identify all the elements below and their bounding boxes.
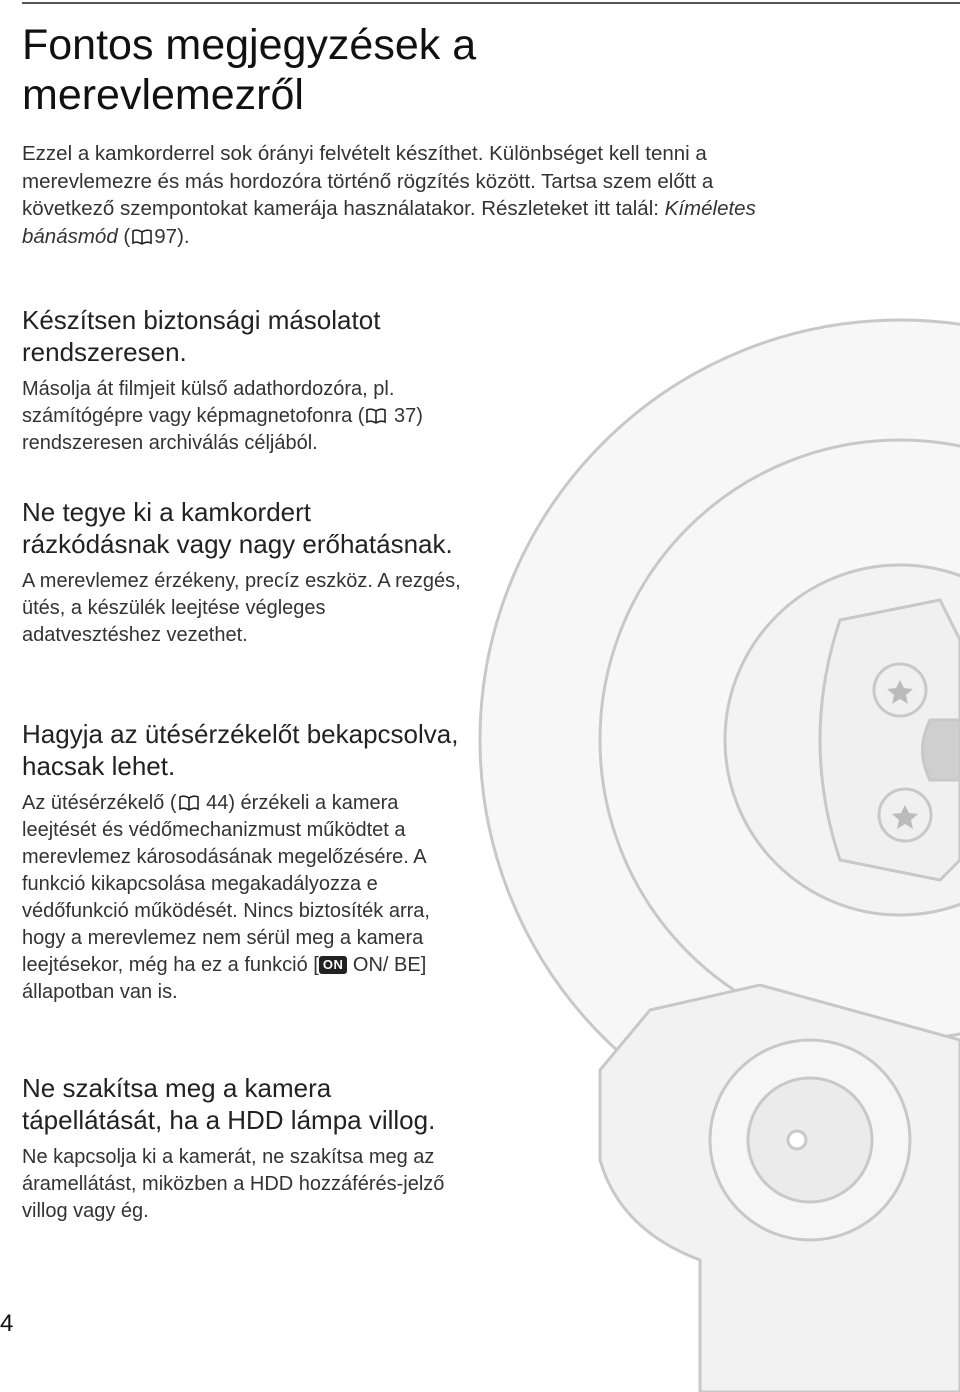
section-heading: Hagyja az ütésérzékelőt bekapcsolva, hacsak lehet. xyxy=(22,719,459,781)
section-heading: Készítsen biztonsági másolatot rendszeresen. xyxy=(22,305,381,367)
page-content xyxy=(22,20,782,250)
intro-page-ref: 97 xyxy=(154,224,178,248)
section-body: Az ütésérzékelő ( 44) érzékeli a kamera leejtését és védőmechanizmust működtet a merevlemez károsodásának megelőzésére. A funkció kikapcsolása megakadályozza e védőfunkció működését. Nincs biztosíték arra, hogy a merevlemez nem sérül meg a kamera leejtésekor, még ha ez a funkció [ ON ON/ BE] állapotban van is. xyxy=(22,792,430,1003)
page-title: Fontos megjegyzések a merevlemezről xyxy=(22,21,477,119)
section-heading: Ne szakítsa meg a kamera tápellátását, ha a HDD lámpa villog. xyxy=(22,1073,436,1135)
page-number: 4 xyxy=(0,1310,14,1337)
intro-italic-term: Kíméletes bánásmód xyxy=(22,197,756,248)
book-icon xyxy=(179,795,199,811)
book-icon xyxy=(132,229,152,245)
intro-paragraph: Ezzel a kamkorderrel sok órányi felvételt készíthet. Különbséget kell tenni a merevlemezre és más hordozóra történő rögzítés között. Tartsa szem előtt a következő szempontokat kamerája használatakor. Részleteket itt talál: Kíméletes bánásmód ( 97). xyxy=(22,142,756,248)
on-badge-icon: ON xyxy=(319,956,348,974)
book-icon xyxy=(366,408,386,424)
section-heading: Ne tegye ki a kamkordert rázkódásnak vagy nagy erőhatásnak. xyxy=(22,497,453,559)
section-body: Másolja át filmjeit külső adathordozóra, pl. számítógépre vagy képmagnetofonra ( 37) rendszeresen archiválás céljából. xyxy=(22,378,423,454)
section-drop-sensor xyxy=(22,718,462,1006)
section-power xyxy=(22,1072,462,1225)
section-shock xyxy=(22,496,462,649)
section-body: A merevlemez érzékeny, precíz eszköz. A rezgés, ütés, a készülék leejtése végleges adatvesztéshez vezethet. xyxy=(22,570,461,646)
top-rule xyxy=(22,2,960,4)
section-backup xyxy=(22,304,462,457)
section-body: Ne kapcsolja ki a kamerát, ne szakítsa meg az áramellátást, miközben a HDD hozzáférés-jelző villog vagy ég. xyxy=(22,1146,445,1222)
